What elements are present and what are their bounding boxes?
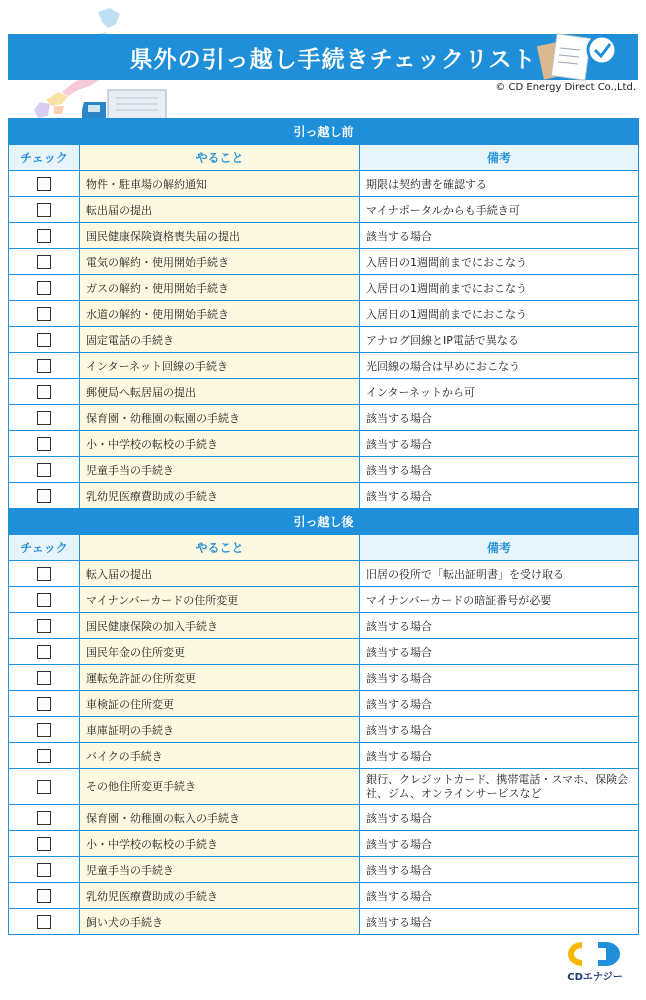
check-cell <box>9 639 80 665</box>
checkbox[interactable] <box>37 203 51 217</box>
checkbox[interactable] <box>37 645 51 659</box>
note-cell: 入居日の1週間前までにおこなう <box>360 249 639 275</box>
note-cell: インターネットから可 <box>360 379 639 405</box>
column-header-task: やること <box>80 535 360 561</box>
checklist-table <box>8 118 639 935</box>
checkbox[interactable] <box>37 863 51 877</box>
checkbox[interactable] <box>37 619 51 633</box>
check-cell <box>9 431 80 457</box>
table-row <box>9 483 639 509</box>
task-cell: バイクの手続き <box>80 743 360 769</box>
check-cell <box>9 249 80 275</box>
check-cell <box>9 857 80 883</box>
table-row <box>9 831 639 857</box>
checkbox[interactable] <box>37 811 51 825</box>
checkbox[interactable] <box>37 463 51 477</box>
note-cell: 該当する場合 <box>360 405 639 431</box>
check-cell <box>9 353 80 379</box>
note-cell: 入居日の1週間前までにおこなう <box>360 275 639 301</box>
column-header-check: チェック <box>9 535 80 561</box>
table-row <box>9 353 639 379</box>
column-header-row <box>9 145 639 171</box>
note-cell: 該当する場合 <box>360 613 639 639</box>
checkbox[interactable] <box>37 489 51 503</box>
checkbox[interactable] <box>37 780 51 794</box>
documents-check-icon <box>536 28 622 84</box>
section-title-row <box>9 509 639 535</box>
table-row <box>9 431 639 457</box>
task-cell: 電気の解約・使用開始手続き <box>80 249 360 275</box>
note-cell: 該当する場合 <box>360 743 639 769</box>
table-row <box>9 665 639 691</box>
table-row <box>9 613 639 639</box>
table-row <box>9 197 639 223</box>
check-cell <box>9 613 80 639</box>
checkbox[interactable] <box>37 593 51 607</box>
task-cell: マイナンバーカードの住所変更 <box>80 587 360 613</box>
note-cell: 該当する場合 <box>360 639 639 665</box>
check-cell <box>9 301 80 327</box>
table-row <box>9 327 639 353</box>
checkbox[interactable] <box>37 915 51 929</box>
table-row <box>9 857 639 883</box>
logo-text: CDエナジー <box>567 972 623 983</box>
note-cell: 該当する場合 <box>360 831 639 857</box>
task-cell: 児童手当の手続き <box>80 857 360 883</box>
checkbox[interactable] <box>37 411 51 425</box>
task-cell: 児童手当の手続き <box>80 457 360 483</box>
note-cell: 旧居の役所で「転出証明書」を受け取る <box>360 561 639 587</box>
check-cell <box>9 743 80 769</box>
check-cell <box>9 909 80 935</box>
task-cell: その他住所変更手続き <box>80 769 360 805</box>
check-cell <box>9 883 80 909</box>
table-row <box>9 457 639 483</box>
note-cell: 銀行、クレジットカード、携帯電話・スマホ、保険会社、ジム、オンラインサービスなど <box>360 769 639 805</box>
task-cell: 運転免許証の住所変更 <box>80 665 360 691</box>
check-cell <box>9 805 80 831</box>
table-row <box>9 691 639 717</box>
checkbox[interactable] <box>37 359 51 373</box>
note-cell: 期限は契約書を確認する <box>360 171 639 197</box>
checkbox[interactable] <box>37 281 51 295</box>
check-cell <box>9 171 80 197</box>
note-cell: マイナンバーカードの暗証番号が必要 <box>360 587 639 613</box>
task-cell: 国民年金の住所変更 <box>80 639 360 665</box>
note-cell: 該当する場合 <box>360 691 639 717</box>
table-row <box>9 223 639 249</box>
before-section <box>9 119 639 509</box>
checkbox[interactable] <box>37 749 51 763</box>
checkbox[interactable] <box>37 697 51 711</box>
checkbox[interactable] <box>37 385 51 399</box>
note-cell: 該当する場合 <box>360 665 639 691</box>
task-cell: 国民健康保険の加入手続き <box>80 613 360 639</box>
note-cell: 該当する場合 <box>360 457 639 483</box>
note-cell: アナログ回線とIP電話で異なる <box>360 327 639 353</box>
after-section <box>9 509 639 935</box>
column-header-note: 備考 <box>360 535 639 561</box>
check-cell <box>9 275 80 301</box>
check-cell <box>9 587 80 613</box>
task-cell: インターネット回線の手続き <box>80 353 360 379</box>
check-cell <box>9 379 80 405</box>
check-cell <box>9 457 80 483</box>
column-header-row <box>9 535 639 561</box>
table-row <box>9 171 639 197</box>
table-row <box>9 587 639 613</box>
check-cell <box>9 691 80 717</box>
task-cell: 固定電話の手続き <box>80 327 360 353</box>
task-cell: 飼い犬の手続き <box>80 909 360 935</box>
copyright-text: © CD Energy Direct Co.,Ltd. <box>495 82 636 93</box>
note-cell: 該当する場合 <box>360 223 639 249</box>
task-cell: 小・中学校の転校の手続き <box>80 431 360 457</box>
note-cell: 光回線の場合は早めにおこなう <box>360 353 639 379</box>
checkbox[interactable] <box>37 255 51 269</box>
task-cell: 国民健康保険資格喪失届の提出 <box>80 223 360 249</box>
checkbox[interactable] <box>37 889 51 903</box>
table-row <box>9 883 639 909</box>
table-row <box>9 379 639 405</box>
checkbox[interactable] <box>37 177 51 191</box>
task-cell: 物件・駐車場の解約通知 <box>80 171 360 197</box>
table-row <box>9 769 639 805</box>
column-header-note: 備考 <box>360 145 639 171</box>
check-cell <box>9 665 80 691</box>
table-row <box>9 405 639 431</box>
check-cell <box>9 223 80 249</box>
task-cell: 乳幼児医療費助成の手続き <box>80 483 360 509</box>
check-cell <box>9 769 80 805</box>
note-cell: 該当する場合 <box>360 717 639 743</box>
note-cell: 該当する場合 <box>360 483 639 509</box>
note-cell: 入居日の1週間前までにおこなう <box>360 301 639 327</box>
check-cell <box>9 717 80 743</box>
note-cell: マイナポータルからも手続き可 <box>360 197 639 223</box>
table-row <box>9 909 639 935</box>
section-title-row <box>9 119 639 145</box>
check-cell <box>9 483 80 509</box>
task-cell: 乳幼児医療費助成の手続き <box>80 883 360 909</box>
table-row <box>9 639 639 665</box>
checkbox[interactable] <box>37 837 51 851</box>
note-cell: 該当する場合 <box>360 431 639 457</box>
checkbox[interactable] <box>37 671 51 685</box>
task-cell: 車検証の住所変更 <box>80 691 360 717</box>
task-cell: 車庫証明の手続き <box>80 717 360 743</box>
check-cell <box>9 405 80 431</box>
section-title-before: 引っ越し前 <box>9 119 639 145</box>
task-cell: 転出届の提出 <box>80 197 360 223</box>
task-cell: 郵便局へ転居届の提出 <box>80 379 360 405</box>
note-cell: 該当する場合 <box>360 909 639 935</box>
checkbox[interactable] <box>37 333 51 347</box>
task-cell: ガスの解約・使用開始手続き <box>80 275 360 301</box>
column-header-check: チェック <box>9 145 80 171</box>
table-row <box>9 805 639 831</box>
task-cell: 保育園・幼稚園の転園の手続き <box>80 405 360 431</box>
checkbox[interactable] <box>37 229 51 243</box>
task-cell: 転入届の提出 <box>80 561 360 587</box>
check-cell <box>9 197 80 223</box>
task-cell: 水道の解約・使用開始手続き <box>80 301 360 327</box>
check-cell <box>9 831 80 857</box>
table-row <box>9 743 639 769</box>
checkbox[interactable] <box>37 437 51 451</box>
checkbox[interactable] <box>37 567 51 581</box>
table-row <box>9 717 639 743</box>
page-title: 県外の引っ越し手続きチェックリスト <box>129 46 537 73</box>
table-row <box>9 249 639 275</box>
note-cell: 該当する場合 <box>360 883 639 909</box>
note-cell: 該当する場合 <box>360 857 639 883</box>
note-cell: 該当する場合 <box>360 805 639 831</box>
checkbox[interactable] <box>37 723 51 737</box>
check-cell <box>9 327 80 353</box>
task-cell: 小・中学校の転校の手続き <box>80 831 360 857</box>
checkbox[interactable] <box>37 307 51 321</box>
table-row <box>9 301 639 327</box>
check-cell <box>9 561 80 587</box>
table-row <box>9 275 639 301</box>
column-header-task: やること <box>80 145 360 171</box>
task-cell: 保育園・幼稚園の転入の手続き <box>80 805 360 831</box>
section-title-after: 引っ越し後 <box>9 509 639 535</box>
table-row <box>9 561 639 587</box>
